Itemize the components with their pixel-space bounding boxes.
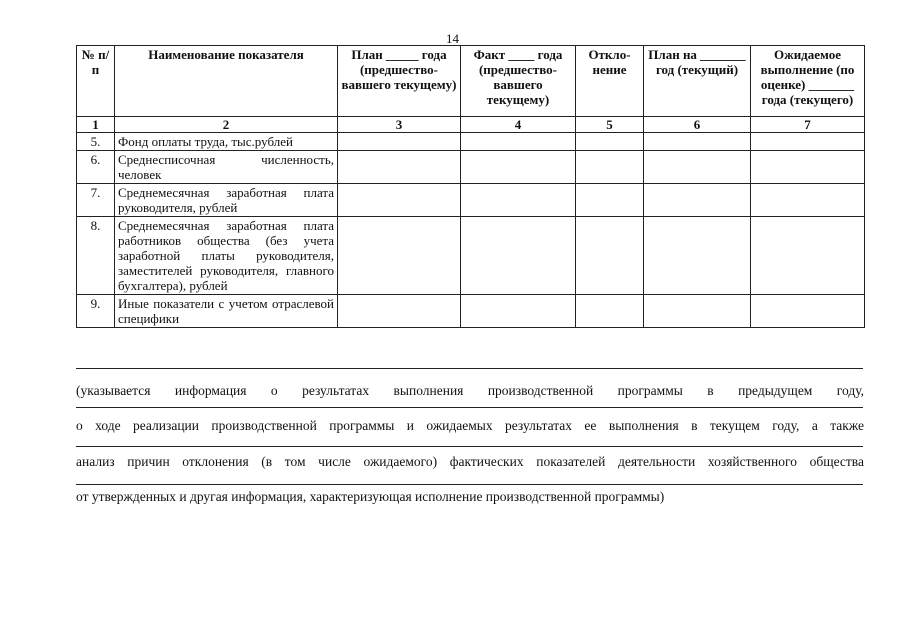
- row-number: 8.: [77, 217, 115, 295]
- header-deviation: Откло-нение: [576, 46, 644, 117]
- value-cell: [338, 217, 461, 295]
- value-cell: [461, 184, 576, 217]
- value-cell: [644, 217, 751, 295]
- column-number: 1: [77, 117, 115, 133]
- value-cell: [576, 184, 644, 217]
- value-cell: [576, 133, 644, 151]
- column-number: 2: [115, 117, 338, 133]
- value-cell: [576, 217, 644, 295]
- header-expected-current: Ожидаемое выполнение (по оценке) _______ года (текущего): [751, 46, 865, 117]
- value-cell: [461, 217, 576, 295]
- column-number: 7: [751, 117, 865, 133]
- indicator-name: Среднемесячная заработная плата руководителя, рублей: [115, 184, 338, 217]
- value-cell: [751, 295, 865, 328]
- column-number: 6: [644, 117, 751, 133]
- value-cell: [461, 295, 576, 328]
- column-number-row: [77, 117, 865, 133]
- note-line: анализ причин отклонения (в том числе ожидаемого) фактических показателей деятельности хозяйственного общества: [76, 454, 864, 469]
- value-cell: [576, 295, 644, 328]
- value-cell: [751, 184, 865, 217]
- header-plan-current: План на _______ год (текущий): [644, 46, 751, 117]
- value-cell: [338, 151, 461, 184]
- value-cell: [461, 151, 576, 184]
- value-cell: [338, 184, 461, 217]
- row-number: 9.: [77, 295, 115, 328]
- value-cell: [751, 133, 865, 151]
- value-cell: [338, 295, 461, 328]
- table-row: [77, 295, 865, 328]
- row-number: 7.: [77, 184, 115, 217]
- indicator-name: Среднесписочная численность, человек: [115, 151, 338, 184]
- note-line: о ходе реализации производственной программы и ожидаемых результатах ее выполнения в текущем году, а также: [76, 418, 864, 433]
- value-cell: [644, 184, 751, 217]
- fill-in-line: [76, 368, 863, 369]
- indicator-name: Фонд оплаты труда, тыс.рублей: [115, 133, 338, 151]
- header-fact-previous: Факт ____ года (предшество-вавшего текущему): [461, 46, 576, 117]
- table-row: [77, 133, 865, 151]
- production-program-table: [76, 45, 865, 328]
- value-cell: [644, 133, 751, 151]
- row-number: 6.: [77, 151, 115, 184]
- note-line: от утвержденных и другая информация, характеризующая исполнение производственной программы): [76, 489, 665, 504]
- table-row: [77, 217, 865, 295]
- row-number: 5.: [77, 133, 115, 151]
- value-cell: [751, 151, 865, 184]
- value-cell: [576, 151, 644, 184]
- value-cell: [644, 151, 751, 184]
- value-cell: [751, 217, 865, 295]
- header-number: № п/п: [77, 46, 115, 117]
- column-number: 5: [576, 117, 644, 133]
- page-number: 14: [446, 31, 459, 46]
- fill-in-line: [76, 446, 863, 447]
- column-number: 3: [338, 117, 461, 133]
- note-line: (указывается информация о результатах выполнения производственной программы в предыдущем году,: [76, 383, 864, 398]
- header-plan-previous: План _____ года (предшество-вавшего текущему): [338, 46, 461, 117]
- table-row: [77, 184, 865, 217]
- value-cell: [338, 133, 461, 151]
- table-row: [77, 151, 865, 184]
- indicator-name: Среднемесячная заработная плата работников общества (без учета заработной платы руководителя, заместителей руководителя, главного бухгалтера), рублей: [115, 217, 338, 295]
- column-number: 4: [461, 117, 576, 133]
- fill-in-line: [76, 407, 863, 408]
- indicator-name: Иные показатели с учетом отраслевой специфики: [115, 295, 338, 328]
- fill-in-line: [76, 484, 863, 485]
- table-header-row: [77, 46, 865, 117]
- header-indicator-name: Наименование показателя: [115, 46, 338, 117]
- value-cell: [644, 295, 751, 328]
- value-cell: [461, 133, 576, 151]
